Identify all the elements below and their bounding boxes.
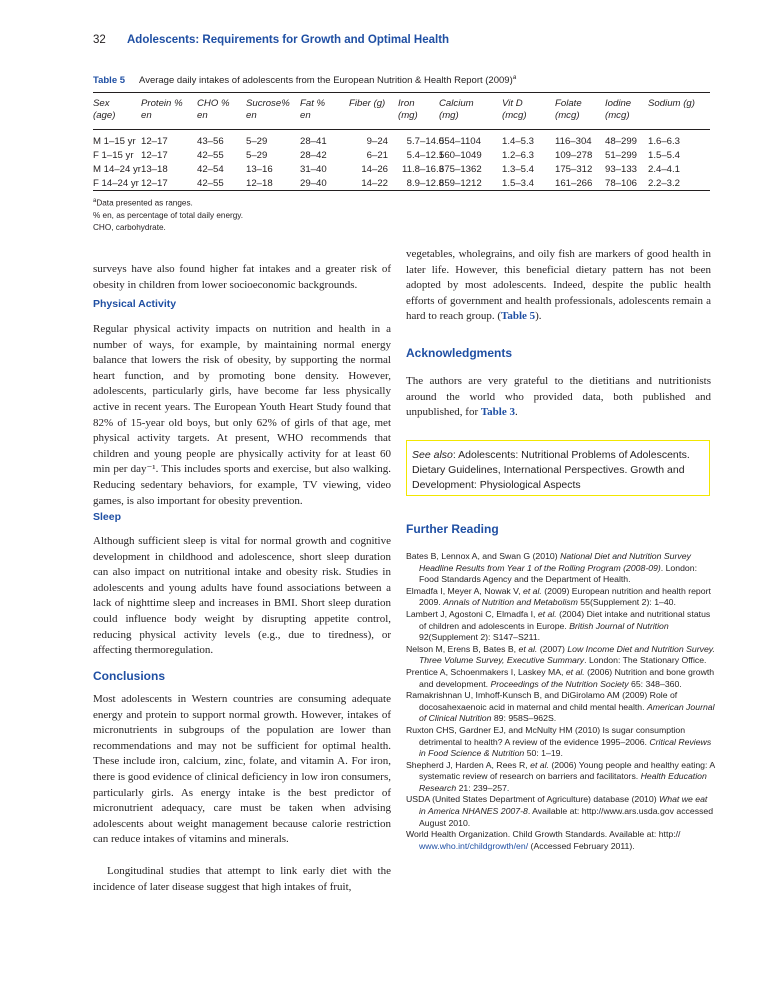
table-cell: 175–312: [555, 164, 593, 175]
reference-text: Bates B, Lennox A, and Swan G (2010): [406, 551, 561, 561]
table-col-header: CHO % en: [197, 98, 230, 121]
reference-text: 65: 348–360.: [628, 678, 682, 689]
reference-italic: Health Education Research: [419, 771, 707, 793]
conclusions-heading: Conclusions: [93, 669, 166, 683]
table-body: [93, 135, 710, 191]
reference-item: [406, 586, 716, 609]
table-cell: 5–29: [246, 150, 268, 161]
table-col-header: Iron (mg): [398, 98, 418, 121]
acknowledgments-heading: Acknowledgments: [406, 346, 513, 360]
reference-text: 92(Supplement 2): S147–S211.: [419, 632, 541, 643]
reference-item: [406, 829, 716, 852]
table-cell: 48–299: [605, 136, 638, 147]
reference-text: . London: Food Standards Agency and the Department of Health.: [419, 562, 697, 585]
reference-italic: et al.: [565, 666, 585, 677]
table-cell: 5.4–12.1: [406, 150, 444, 161]
table-cell: 13–16: [246, 164, 273, 175]
table-cell: 1.2–6.3: [502, 150, 535, 161]
running-header: [93, 34, 449, 46]
table-cell: 43–56: [197, 136, 224, 147]
reference-text: Ruxton CHS, Gardner EJ, and McNulty HM (2010) Is sugar consumption detrimental to health? A review of the evidence 1995–2006.: [406, 724, 686, 747]
reference-italic: et al.: [537, 608, 557, 619]
see-also-box: [406, 440, 710, 496]
reference-italic: British Journal of Nutrition: [569, 620, 669, 631]
table-col-header: Fiber (g): [349, 98, 386, 109]
footnote-a-mark: a: [93, 198, 97, 204]
table-row: [93, 163, 710, 177]
physical-activity-heading: Physical Activity: [93, 298, 177, 310]
reference-text: . London: The Stationary Office.: [584, 655, 707, 666]
reference-italic: et al.: [530, 759, 549, 770]
table-cell: 8.9–12.8: [406, 178, 444, 189]
sleep-text: Although sufficient sleep is vital for normal growth and cognitive development in childhood and adolescence, short sleep duration can also impact on nutritional intake and obesity risk. Studies in adolescents and young adults have found associations between a lack of nighttime sleep and increases in BMI. Short sleep duration could influence body weight by disrupting appetite control, reducing physical activity levels (e.g., due to tiredness), or affecting thermoregulation.: [93, 535, 391, 657]
table-cell: 116–304: [555, 136, 592, 147]
reference-text: Lambert J, Agostoni C, Elmadfa I,: [406, 608, 538, 619]
table-cell: 1.5–3.4: [502, 178, 535, 189]
table-cell: 78–106: [605, 178, 638, 189]
see-also-label: See also: [412, 449, 453, 461]
reference-italic: American Journal of Clinical Nutrition: [419, 701, 715, 724]
reference-text: (2009) European nutrition and health report 2009.: [419, 585, 711, 608]
table-cell: 9–24: [366, 136, 388, 147]
table-caption-sup: a: [512, 74, 517, 81]
table-cell: 12–17: [141, 178, 168, 189]
table-cell: 11.8–16.3: [402, 164, 444, 175]
table-col-header: Sucrose% en: [246, 98, 290, 121]
table-cell: F 14–24 yr: [93, 178, 139, 189]
reference-list: [406, 551, 716, 852]
table-cell: 1.6–6.3: [648, 136, 681, 147]
table-header-row: [93, 97, 710, 129]
table-cell: 2.4–4.1: [648, 164, 681, 175]
reference-italic: et al.: [518, 643, 538, 654]
conclusions-text-2: Longitudinal studies that attempt to link early diet with the incidence of later disease suggest that high intakes of fruit,: [93, 865, 391, 893]
table-header-rule: [93, 129, 710, 130]
table-cell: 12–17: [141, 150, 168, 161]
table-top-rule: [93, 92, 710, 93]
table-col-header: Iodine (mcg): [605, 98, 632, 121]
table-col-header: Vit D (mcg): [502, 98, 527, 121]
reference-text: USDA (United States Department of Agriculture) database (2010): [406, 794, 660, 805]
reference-item: [406, 667, 716, 690]
table-cell: M 1–15 yr: [93, 136, 136, 147]
further-reading-heading: Further Reading: [406, 522, 499, 536]
table-cell: 560–1049: [439, 150, 482, 161]
reference-text: . Available at: http://www.ars.usda.gov accessed August 2010.: [419, 806, 714, 828]
footnote-en: % en, as percentage of total daily energy.: [93, 210, 244, 220]
table-cell: 161–266: [555, 178, 593, 189]
table-cell: 109–278: [555, 150, 593, 161]
table-cell: 51–299: [605, 150, 638, 161]
table-cell: 93–133: [605, 164, 638, 175]
table-cell: 28–41: [300, 136, 327, 147]
physical-activity-text: Regular physical activity impacts on nutrition and health in a number of ways, for example, by maintaining normal energy balance that lowers the risk of obesity, by supporting the normal heart function, and by promoting bone density. However, adolescents, particularly girls, have become far less physically active in recent years. The European Youth Heart Study found that 82% of 15-year old boys, but only 62% of girls of that age, met physical activity targets. At present, WHO recommends that children and young people are physically activity for at least 60 min per day⁻¹. This includes sports and exercise, but also walking. Reducing sedentary behaviors, for example, TV viewing, video games, is also important for obesity prevention.: [93, 323, 391, 507]
table-cell: 14–22: [361, 178, 388, 189]
reference-text: (Accessed February 2011).: [528, 840, 635, 851]
table-caption-text: Average daily intakes of adolescents from the European Nutrition & Health Report (2009): [139, 75, 513, 87]
reference-italic: Annals of Nutrition and Metabolism: [443, 597, 578, 608]
reference-link[interactable]: www.who.int/childgrowth/en/: [419, 840, 529, 851]
reference-text: 50: 1–19.: [524, 748, 563, 759]
table-cell: 31–40: [300, 164, 327, 175]
table-col-header: Sodium (g): [648, 98, 695, 109]
reference-text: 89: 958S–962S.: [491, 713, 557, 724]
table-cell: 14–26: [361, 164, 388, 175]
table-cell: 1.5–5.4: [648, 150, 681, 161]
table-cell: M 14–24 yr: [93, 164, 141, 175]
table-cell: 28–42: [300, 150, 327, 161]
table-col-header: Sex (age): [93, 98, 116, 121]
reference-item: [406, 690, 716, 725]
table-cell: 1.3–5.4: [502, 164, 535, 175]
reference-italic: Proceedings of the Nutrition Society: [490, 678, 629, 689]
reference-text: Ramakrishnan U, Imhoff-Kunsch B, and DiGirolamo AM (2009) Role of docosahexaenoic acid in maternal and child mental health.: [406, 690, 678, 712]
reference-text: 55(Supplement 2): 1–40.: [577, 597, 676, 608]
continuation-text: vegetables, wholegrains, and oily fish are markers of good health in later life. However, this beneficial dietary pattern has not been adopted by most adolescents. Indeed, despite the public health efforts of government and health professionals, adolescents remain a hard to reach group. (: [406, 248, 711, 323]
reference-text: (2006) Young people and healthy eating: A systematic review of research on barriers and facilitators.: [419, 759, 715, 782]
reference-text: World Health Organization. Child Growth Standards. Available at: http://: [406, 829, 681, 840]
footnote-a-text: Data presented as ranges.: [96, 198, 193, 208]
reference-text: (2006) Nutrition and bone growth and development.: [419, 666, 715, 689]
table-cell: 675–1362: [439, 164, 482, 175]
reference-italic: What we eat in America NHANES 2007-8: [419, 794, 708, 817]
reference-item: [406, 644, 716, 667]
nutrient-intake-table: [93, 97, 710, 189]
table-cell: 12–18: [246, 178, 273, 189]
ack-end: .: [515, 406, 518, 419]
reference-text: Nelson M, Erens B, Bates B,: [406, 643, 519, 654]
continuation-end: ).: [535, 310, 542, 323]
footnote-cho: CHO, carbohydrate.: [93, 222, 166, 232]
reference-text: Prentice A, Schoenmakers I, Laskey MA,: [406, 666, 566, 677]
table-cell: F 1–15 yr: [93, 150, 134, 161]
table-row: [93, 135, 710, 149]
reference-italic: Low Income Diet and Nutrition Survey. Three Volume Survey, Executive Summary: [419, 643, 715, 666]
table3-link[interactable]: Table 3: [480, 406, 515, 419]
table-label: Table 5: [93, 75, 126, 87]
conclusions-text-1: Most adolescents in Western countries are consuming adequate energy and protein to support normal growth. However, intakes of micronutrients in subgroups of the population are lower than recommendations and may not be sufficient for optimal health. These include iron, calcium, zinc, folate, and vitamin A. For iron, there is good evidence of clinical deficiency in low iron consumers, particularly girls. As energy intake is the best predictor of micronutrient adequacy, care must be taken when advising adolescents about weight management because calorie restriction can reduce intakes of vitamins and minerals.: [93, 693, 391, 846]
acknowledgments-text: [406, 374, 711, 421]
see-also-text: : Adolescents: Nutritional Problems of Adolescents. Dietary Guidelines, International Perspectives. Growth and Development: Physiological Aspects: [412, 449, 690, 491]
reference-text: (2007): [537, 643, 568, 654]
table-footnotes: [93, 195, 243, 234]
reference-text: 21: 239–257.: [456, 782, 510, 793]
table-col-header: Calcium (mg): [439, 98, 474, 121]
table5-link[interactable]: Table 5: [501, 310, 536, 323]
footnote-a: [93, 195, 243, 210]
table-cell: 13–18: [141, 164, 168, 175]
reference-italic: National Diet and Nutrition Survey Headline Results from Year 1 of the Rolling Program (2008-09): [419, 551, 691, 573]
table-col-header: Folate (mcg): [555, 98, 582, 121]
table-row: [93, 177, 710, 191]
table-cell: 29–40: [300, 178, 327, 189]
table-cell: 6–21: [366, 150, 388, 161]
reference-item: [406, 794, 716, 829]
reference-item: [406, 551, 716, 586]
table-cell: 5–29: [246, 136, 268, 147]
table-row: [93, 149, 710, 163]
table-cell: 554–1104: [439, 136, 481, 147]
table-col-header: Fat % en: [300, 98, 326, 121]
table-col-header: Protein % en: [141, 98, 183, 121]
running-title: Adolescents: Requirements for Growth and Optimal Health: [127, 34, 450, 46]
reference-italic: et al.: [523, 585, 542, 596]
table-cell: 12–17: [141, 136, 168, 147]
reference-item: [406, 760, 716, 795]
reference-item: [406, 609, 716, 644]
intro-paragraph: surveys have also found higher fat intakes and a greater risk of obesity in children from lower socioeconomic backgrounds.: [93, 263, 391, 291]
table-bottom-rule: [93, 190, 710, 191]
reference-item: [406, 725, 716, 760]
table-cell: 42–55: [197, 150, 224, 161]
sleep-heading: Sleep: [93, 511, 122, 523]
reference-italic: Critical Reviews in Food Science & Nutrition: [419, 736, 712, 759]
reference-text: Shepherd J, Harden A, Rees R,: [406, 759, 531, 770]
ack-text: The authors are very grateful to the dietitians and nutritionists around the world who provided data, both published and unpublished, for: [406, 375, 711, 419]
table-cell: 659–1212: [439, 178, 482, 189]
table-cell: 1.4–5.3: [502, 136, 535, 147]
table-caption: [93, 74, 693, 86]
table-cell: 2.2–3.2: [648, 178, 681, 189]
reference-text: (2004) Diet intake and nutritional status of children and adolescents in Europe.: [419, 608, 711, 631]
reference-text: Elmadfa I, Meyer A, Nowak V,: [406, 585, 524, 596]
continuation-paragraph: [406, 247, 711, 325]
page-number: 32: [93, 34, 106, 46]
table-cell: 5.7–14.0: [406, 136, 444, 147]
table-cell: 42–54: [197, 164, 224, 175]
table-cell: 42–55: [197, 178, 224, 189]
